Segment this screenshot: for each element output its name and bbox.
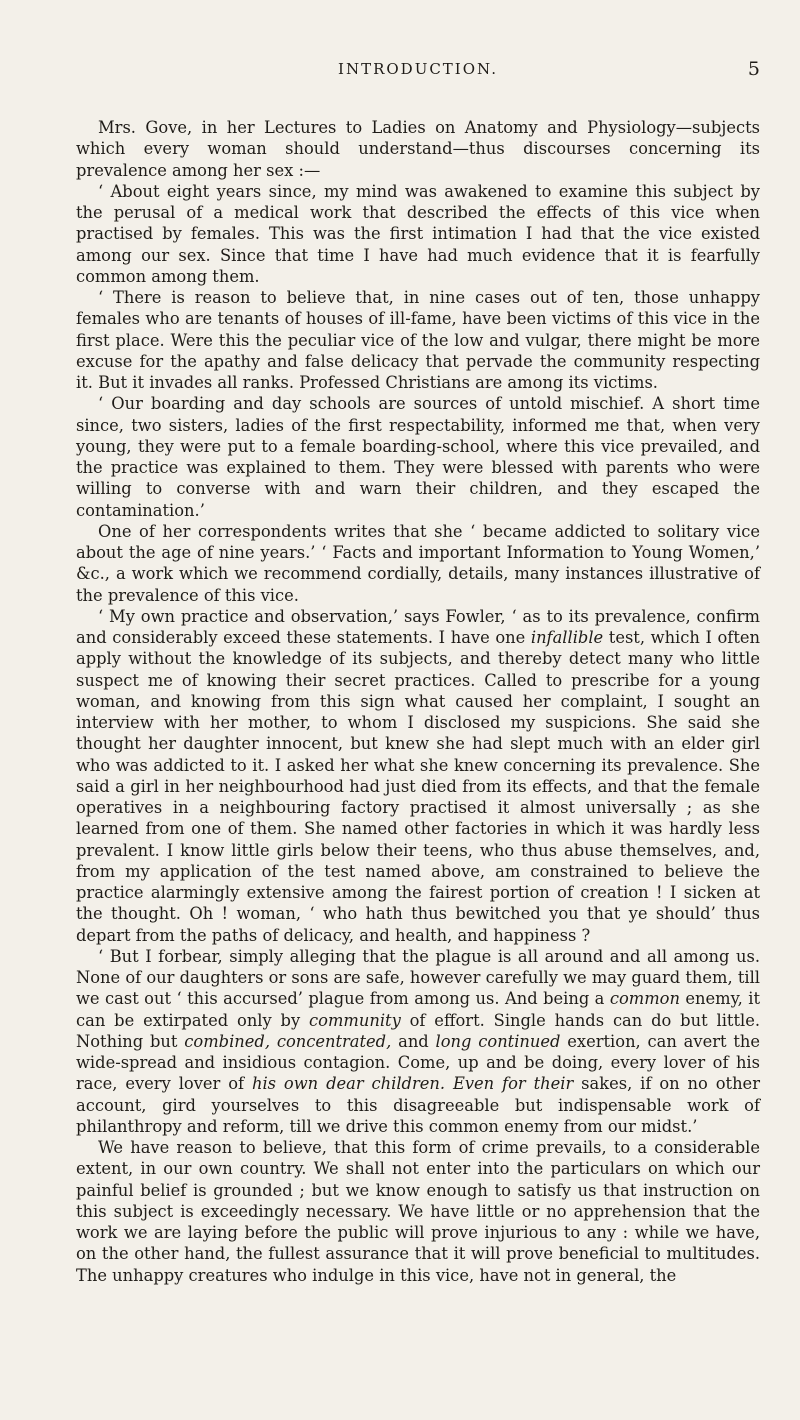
italic-text: combined, [184,1031,270,1051]
text-run [445,1074,453,1093]
paragraph [76,946,760,1137]
text-run: ‘ My own practice and observation,’ says Fowler, ‘ as to its prevalence, confirm and considerably exceed these statements. I have one [76,606,760,647]
text-run: enemy, it can be extirpated only by [76,989,760,1030]
text-run: of effort. Single hands can do but little. Nothing but [76,1010,761,1051]
text-run: ‘ Our boarding and day schools are sources of untold mischief. A short time since, two sisters, ladies of the first respectability, informed me that, when very young, they were put to a female boarding-school, where this vice prevailed, and the practice was explained to them. They were blessed with parents who were willing to converse with and warn their children, and they escaped the contamination.’ [76,394,760,520]
italic-text: infallible [530,628,604,647]
paragraph [76,606,760,946]
text-run: Mrs. Gove, in her Lectures to Ladies on Anatomy and Physiology—subjects which every woman should understand—thus discourses concerning its prevalence among her sex :— [76,118,760,180]
text-run: One of her correspondents writes that she ‘ became addicted to solitary vice about the age of nine years.’ ‘ Facts and important Information to Young Women,’ &c., a work which we recommend cordially, details, many instances illustrative of the prevalence of this vice. [76,521,760,605]
text-run: ‘ But I forbear, simply alleging that the plague is all around and all among us. None of our daughters or sons are safe, however carefully we may guard them, till we cast out ‘ this accursed’ plague from among us. And being a [76,946,760,1009]
italic-text: concentrated, [276,1031,392,1051]
text-run [270,1032,277,1051]
italic-text: Even for their [452,1074,574,1094]
running-title: INTRODUCTION. [338,60,498,78]
text-run: ‘ There is reason to believe that, in nine cases out of ten, those unhappy females who are tenants of houses of ill-fame, have been victims of this vice in the first place. Were this the peculiar vice of the low and vulgar, there might be more excuse for the apathy and false delicacy that pervade the community respecting it. But it invades all ranks. Professed Christians are among its victims. [76,288,760,392]
text-run: We have reason to believe, that this form of crime prevails, to a considerable extent, in our own country. We shall not enter into the particulars on which our painful belief is grounded ; but we know enough to satisfy us that instruction on this subject is exceedingly necessary. We have little or no apprehension that the work we are laying before the public will prove injurious to any : while we have, on the other hand, the fullest assurance that it will prove beneficial to multitudes. The unhappy creatures who indulge in this vice, have not in general, the [76,1138,760,1285]
italic-text: long continued [435,1031,561,1051]
text-run: test, which I often apply without the knowledge of its subjects, and thereby detect many who little suspect me of knowing their secret practices. Called to prescribe for a young woman, and knowing from this sign what caused her complaint, I sought an interview with her mother, to whom I disclosed my suspicions. She said she thought her daughter innocent, but knew she had slept much with an elder girl who was addicted to it. I asked her what she knew concerning its prevalence. She said a girl in her neighbourhood had just died from its effects, and that the female operatives in a neighbouring factory practised it almost universally ; as she learned from one of them. She named other factories in which it was hardly less prevalent. I know little girls below their teens, who thus abuse themselves, and, from my application of the test named above, am constrained to believe the practice alarmingly extensive among the fairest portion of creation ! I sicken at the thought. Oh ! woman, ‘ who hath thus bewitched you that ye should’ thus depart from the paths of delicacy, and health, and happiness ? [76,628,760,945]
text-run: exertion, can avert the wide-spread and insidious contagion. Come, up and be doing, every lover of his race, every lover of [76,1031,761,1094]
italic-text: common [609,989,680,1009]
paragraph [76,181,760,287]
italic-text: his own dear children. [251,1074,446,1094]
page-number: 5 [747,58,760,80]
paragraph [76,117,760,181]
body-text [76,117,760,1286]
paragraph [76,1137,760,1286]
text-run: sakes, if on no other account, gird yourselves to this disagreeable but indispensable work of philanthropy and reform, till we drive this common enemy from our midst.’ [76,1074,760,1136]
page-header [76,56,760,86]
italic-text: community [309,1010,401,1030]
paragraph [76,521,760,606]
text-run: ‘ About eight years since, my mind was awakened to examine this subject by the perusal of a medical work that described the effects of this vice when practised by females. This was the first intimation I had that the vice existed among our sex. Since that time I have had much evidence that it is fearfully common among them. [76,181,760,286]
paragraph [76,287,760,393]
text-run: and [391,1031,436,1051]
paragraph [76,393,760,521]
